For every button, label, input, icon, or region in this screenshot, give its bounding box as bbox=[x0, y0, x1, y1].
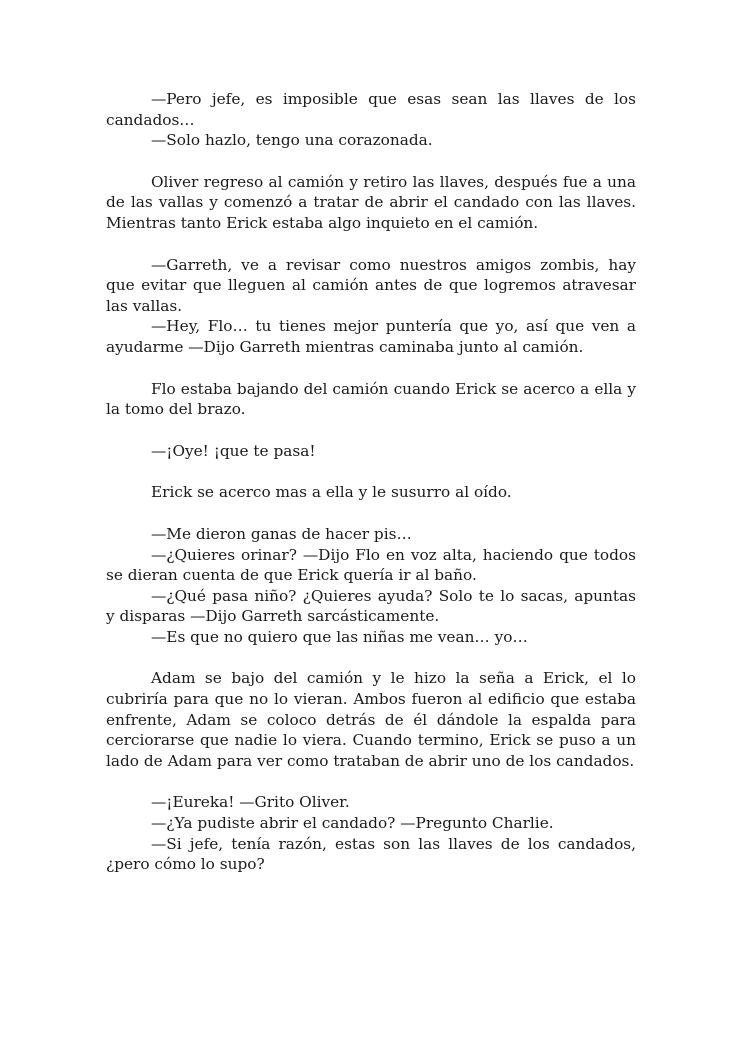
paragraph: Flo estaba bajando del camión cuando Erick se acerco a ella y la tomo del brazo. bbox=[106, 379, 636, 419]
paragraph: Adam se bajo del camión y le hizo la seña a Erick, el lo cubriría para que no lo vieran. Ambos fueron al edificio que estaba enfrente, Adam se coloco detrás de él dándole la espalda para cerciorarse que nadie lo viera. Cuando termino, Erick se puso a un lado de Adam para ver como trataban de abrir uno de los candados. bbox=[106, 669, 636, 770]
page-text bbox=[106, 89, 636, 875]
paragraph: —¿Quieres orinar? —Dijo Flo en voz alta, haciendo que todos se dieran cuenta de que Erick quería ir al baño. bbox=[106, 545, 636, 585]
paragraph-gap bbox=[106, 420, 636, 441]
paragraph: —Solo hazlo, tengo una corazonada. bbox=[151, 131, 433, 150]
paragraph: —¡Oye! ¡que te pasa! bbox=[151, 441, 316, 460]
paragraph: Oliver regreso al camión y retiro las llaves, después fue a una de las vallas y comenzó a tratar de abrir el candado con las llaves. Mientras tanto Erick estaba algo inquieto en el camión. bbox=[106, 172, 636, 232]
paragraph-gap bbox=[106, 234, 636, 255]
paragraph-gap bbox=[106, 151, 636, 172]
paragraph-gap bbox=[106, 647, 636, 668]
paragraph: —Hey, Flo… tu tienes mejor puntería que yo, así que ven a ayudarme —Dijo Garreth mientras caminaba junto al camión. bbox=[106, 317, 636, 356]
paragraph: —Si jefe, tenía razón, estas son las llaves de los candados, ¿pero cómo lo supo? bbox=[106, 834, 636, 874]
paragraph: —¡Eureka! —Grito Oliver. bbox=[151, 793, 350, 812]
paragraph: Erick se acerco mas a ella y le susurro al oído. bbox=[151, 483, 512, 502]
paragraph-gap bbox=[106, 771, 636, 792]
paragraph: —Es que no quiero que las niñas me vean… yo… bbox=[151, 627, 528, 646]
paragraph-gap bbox=[106, 461, 636, 482]
paragraph: —¿Qué pasa niño? ¿Quieres ayuda? Solo te lo sacas, apuntas y disparas —Dijo Garreth sarcásticamente. bbox=[106, 586, 636, 626]
paragraph: —¿Ya pudiste abrir el candado? —Pregunto Charlie. bbox=[151, 814, 554, 833]
paragraph-gap bbox=[106, 358, 636, 379]
paragraph-gap bbox=[106, 503, 636, 524]
paragraph: —Pero jefe, es imposible que esas sean las llaves de los candados… bbox=[106, 90, 636, 129]
paragraph: —Me dieron ganas de hacer pis… bbox=[151, 524, 412, 543]
paragraph: —Garreth, ve a revisar como nuestros amigos zombis, hay que evitar que lleguen al camión antes de que logremos atravesar las vallas. bbox=[106, 255, 636, 315]
